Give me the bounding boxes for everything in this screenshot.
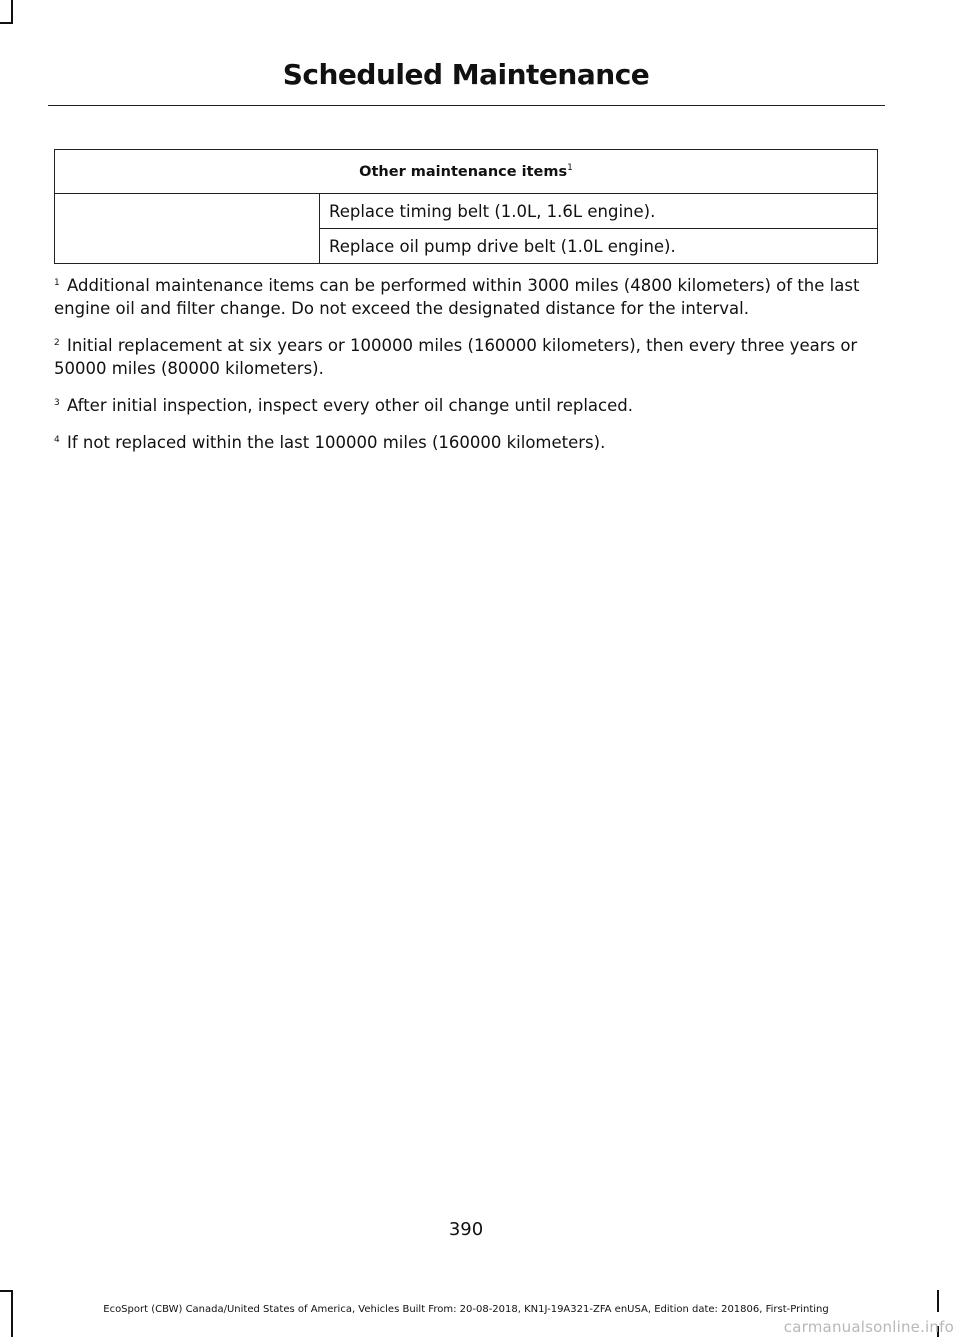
- crop-mark-top-left-vertical: [11, 0, 13, 24]
- table-header-footnote: 1: [567, 163, 573, 174]
- footnote-text: Additional maintenance items can be performed within 3000 miles (4800 kilometers) of the last engine oil and filter change. Do not exceed the designated distance for the interval.: [54, 276, 860, 318]
- footnote-text: Initial replacement at six years or 100000 miles (160000 kilometers), then every three years or 50000 miles (80000 kilometers).: [54, 336, 858, 378]
- table-header-row: [55, 150, 878, 194]
- maintenance-table: [54, 149, 878, 264]
- footnote-mark: 3: [54, 398, 60, 408]
- table-cell-oil-pump-belt: Replace oil pump drive belt (1.0L engine).: [320, 229, 878, 264]
- page-title: Scheduled Maintenance: [282, 58, 650, 91]
- table-row: [55, 194, 878, 229]
- table-header: [55, 150, 878, 194]
- watermark-text[interactable]: carmanualsonline.info: [783, 1318, 954, 1336]
- footnote-mark: 1: [54, 278, 60, 288]
- footnote-text: If not replaced within the last 100000 miles (160000 kilometers).: [66, 433, 606, 452]
- table-empty-cell: [55, 194, 320, 264]
- edition-line: EcoSport (CBW) Canada/United States of America, Vehicles Built From: 20-08-2018, KN1J-19A321-ZFA enUSA, Edition date: 201806, First-Printing: [103, 1304, 829, 1315]
- table-header-text: Other maintenance items: [359, 163, 568, 180]
- title-rule: [48, 105, 885, 106]
- footnote-text: After initial inspection, inspect every other oil change until replaced.: [66, 396, 633, 415]
- footnote-1: [54, 272, 884, 320]
- footnote-mark: 2: [54, 338, 60, 348]
- footnote-4: [54, 429, 884, 454]
- crop-mark-bottom-left-horizontal: [0, 1290, 13, 1292]
- footnote-mark: 4: [54, 435, 60, 445]
- footnote-2: [54, 332, 884, 380]
- table-cell-timing-belt: Replace timing belt (1.0L, 1.6L engine).: [320, 194, 878, 229]
- footnote-3: [54, 392, 884, 417]
- crop-mark-top-left-horizontal: [0, 22, 13, 24]
- footnotes: [54, 272, 884, 466]
- crop-mark-right-vertical-mid: [937, 1290, 939, 1312]
- page-number: 390: [448, 1219, 484, 1240]
